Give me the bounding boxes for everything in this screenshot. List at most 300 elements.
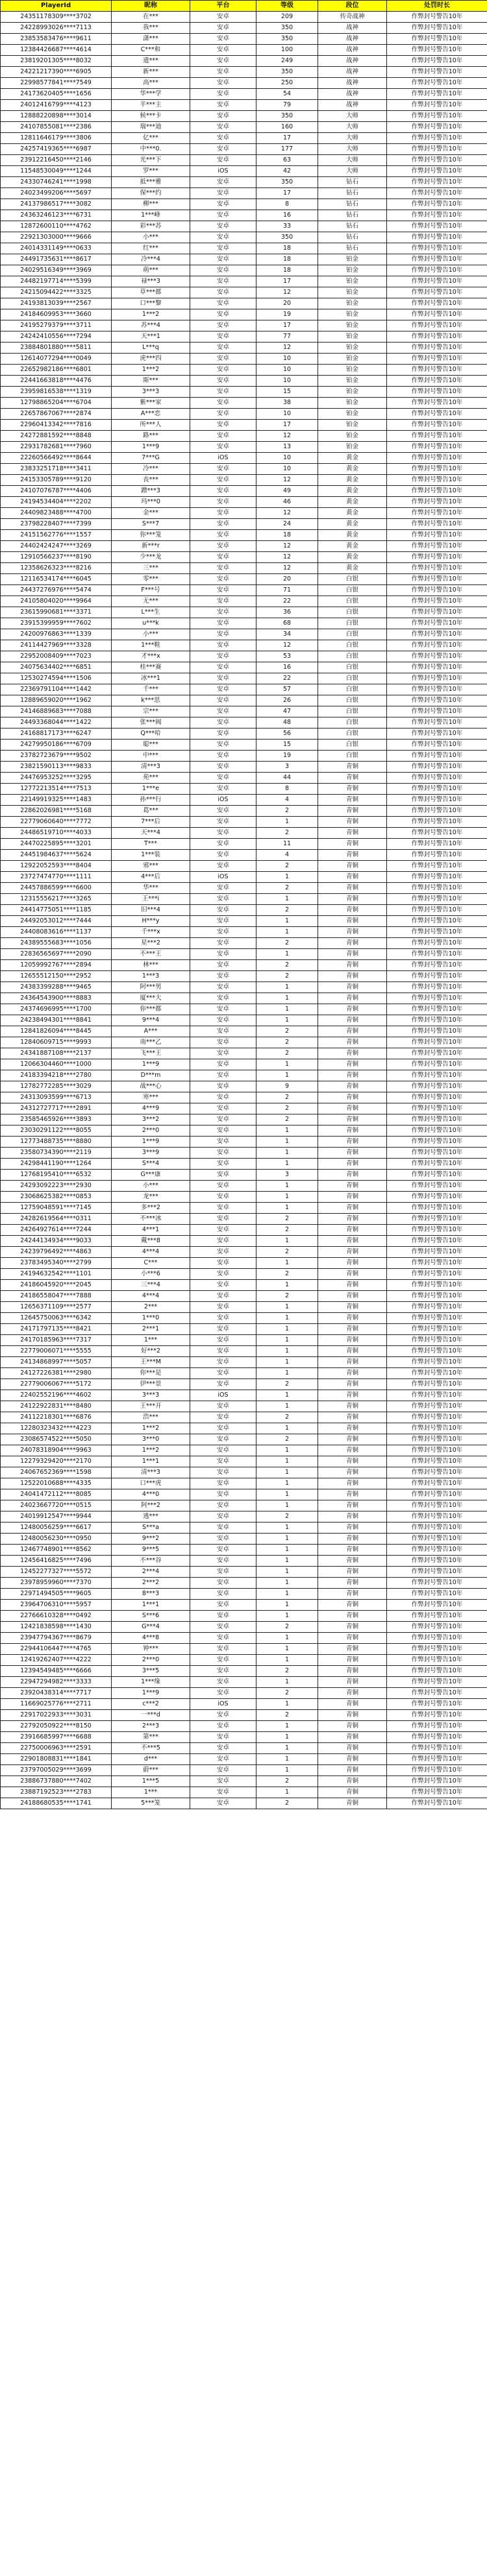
penalty-cell: 作弊封号警告10年 xyxy=(387,982,487,993)
table-row xyxy=(1,287,487,298)
level-cell: 350 xyxy=(256,67,318,78)
rank-cell: 白银 xyxy=(318,695,387,706)
player-id-cell: 23886737880****7402 xyxy=(1,1776,112,1787)
penalty-cell: 作弊封号警告10年 xyxy=(387,1181,487,1192)
penalty-cell: 作弊封号警告10年 xyxy=(387,1655,487,1666)
table-row xyxy=(1,1699,487,1710)
player-id-cell: 24272881592****8848 xyxy=(1,431,112,442)
table-row xyxy=(1,1666,487,1677)
table-row xyxy=(1,1048,487,1059)
rank-cell: 白银 xyxy=(318,717,387,728)
penalty-cell: 作弊封号警告10年 xyxy=(387,1412,487,1423)
table-row xyxy=(1,1379,487,1390)
level-cell: 1 xyxy=(256,1390,318,1401)
penalty-cell: 作弊封号警告10年 xyxy=(387,751,487,762)
player-id-cell: 24023667720****0515 xyxy=(1,1500,112,1511)
nickname-cell: 你***是 xyxy=(112,1368,190,1379)
penalty-cell: 作弊封号警告10年 xyxy=(387,1710,487,1721)
table-row xyxy=(1,1225,487,1236)
nickname-cell: 1***峰 xyxy=(112,210,190,221)
level-cell: 1 xyxy=(256,1578,318,1589)
penalty-cell: 作弊封号警告10年 xyxy=(387,949,487,960)
table-row xyxy=(1,1170,487,1181)
table-row xyxy=(1,1798,487,1809)
platform-cell: 安卓 xyxy=(190,662,256,673)
rank-cell: 黄金 xyxy=(318,552,387,563)
table-row xyxy=(1,1070,487,1081)
platform-cell: 安卓 xyxy=(190,1236,256,1247)
rank-cell: 黄金 xyxy=(318,530,387,541)
platform-cell: 安卓 xyxy=(190,376,256,387)
level-cell: 10 xyxy=(256,376,318,387)
level-cell: 1 xyxy=(256,1445,318,1456)
rank-cell: 青铜 xyxy=(318,1368,387,1379)
nickname-cell: 2***0 xyxy=(112,1125,190,1137)
player-id-cell: 23959816538****1319 xyxy=(1,387,112,398)
penalty-cell: 作弊封号警告10年 xyxy=(387,673,487,684)
penalty-cell: 作弊封号警告10年 xyxy=(387,1092,487,1103)
nickname-cell: 2*** xyxy=(112,1302,190,1313)
penalty-cell: 作弊封号警告10年 xyxy=(387,530,487,541)
rank-cell: 青铜 xyxy=(318,1346,387,1357)
penalty-cell: 作弊封号警告10年 xyxy=(387,1578,487,1589)
player-id-cell: 24023499206****5697 xyxy=(1,188,112,199)
penalty-cell: 作弊封号警告10年 xyxy=(387,1236,487,1247)
player-id-cell: 12279329420****2170 xyxy=(1,1456,112,1467)
penalty-cell: 作弊封号警告10年 xyxy=(387,618,487,629)
penalty-cell: 作弊封号警告10年 xyxy=(387,188,487,199)
rank-cell: 青铜 xyxy=(318,1721,387,1732)
level-cell: 17 xyxy=(256,133,318,144)
rank-cell: 青铜 xyxy=(318,872,387,883)
rank-cell: 铂金 xyxy=(318,320,387,331)
nickname-cell: L***生 xyxy=(112,607,190,618)
table-row xyxy=(1,1092,487,1103)
table-row xyxy=(1,12,487,23)
level-cell: 350 xyxy=(256,232,318,243)
level-cell: 2 xyxy=(256,1776,318,1787)
table-row xyxy=(1,938,487,949)
player-id-cell: 12645750063****6342 xyxy=(1,1313,112,1324)
rank-cell: 白银 xyxy=(318,629,387,640)
platform-cell: 安卓 xyxy=(190,1059,256,1070)
rank-cell: 铂金 xyxy=(318,298,387,309)
table-row xyxy=(1,1423,487,1434)
platform-cell: 安卓 xyxy=(190,938,256,949)
nickname-cell: 潇*** xyxy=(112,34,190,45)
table-row xyxy=(1,354,487,365)
rank-cell: 战神 xyxy=(318,89,387,100)
nickname-cell: 千***x xyxy=(112,927,190,938)
level-cell: 10 xyxy=(256,365,318,376)
table-row xyxy=(1,1324,487,1335)
nickname-cell: 3***5 xyxy=(112,1666,190,1677)
nickname-cell: 草***都 xyxy=(112,287,190,298)
player-id-cell: 24282619564****0311 xyxy=(1,1214,112,1225)
level-cell: 22 xyxy=(256,596,318,607)
player-id-cell: 12280323432****4223 xyxy=(1,1423,112,1434)
level-cell: 1 xyxy=(256,1754,318,1765)
table-row xyxy=(1,640,487,651)
table-row xyxy=(1,1313,487,1324)
nickname-cell: A***恋 xyxy=(112,409,190,420)
rank-cell: 青铜 xyxy=(318,993,387,1004)
penalty-cell: 作弊封号警告10年 xyxy=(387,298,487,309)
rank-cell: 黄金 xyxy=(318,508,387,519)
penalty-cell: 作弊封号警告10年 xyxy=(387,706,487,717)
penalty-cell: 作弊封号警告10年 xyxy=(387,905,487,916)
level-cell: 17 xyxy=(256,420,318,431)
player-id-cell: 24195279379****3711 xyxy=(1,320,112,331)
table-row xyxy=(1,1644,487,1655)
level-cell: 1 xyxy=(256,1743,318,1754)
rank-cell: 钻石 xyxy=(318,188,387,199)
rank-cell: 青铜 xyxy=(318,938,387,949)
rank-cell: 青铜 xyxy=(318,1026,387,1037)
table-row xyxy=(1,1523,487,1534)
nickname-cell: 4***9 xyxy=(112,1103,190,1114)
player-id-cell: 12910566237****8190 xyxy=(1,552,112,563)
player-id-cell: 24257419365****6987 xyxy=(1,144,112,155)
table-row xyxy=(1,298,487,309)
rank-cell: 铂金 xyxy=(318,387,387,398)
level-cell: 2 xyxy=(256,1798,318,1809)
penalty-cell: 作弊封号警告10年 xyxy=(387,1754,487,1765)
level-cell: 1 xyxy=(256,1137,318,1148)
penalty-cell: 作弊封号警告10年 xyxy=(387,850,487,861)
platform-cell: 安卓 xyxy=(190,1335,256,1346)
nickname-cell: 一***d xyxy=(112,1710,190,1721)
nickname-cell: 冷***4 xyxy=(112,254,190,265)
table-row xyxy=(1,1412,487,1423)
penalty-cell: 作弊封号警告10年 xyxy=(387,486,487,497)
table-row xyxy=(1,475,487,486)
nickname-cell: 桂***赛 xyxy=(112,662,190,673)
level-cell: 1 xyxy=(256,1346,318,1357)
nickname-cell: 1***2 xyxy=(112,309,190,320)
platform-cell: 安卓 xyxy=(190,960,256,971)
nickname-cell: 3***2 xyxy=(112,1114,190,1125)
platform-cell: 安卓 xyxy=(190,927,256,938)
level-cell: 1 xyxy=(256,1611,318,1622)
nickname-cell: 龙*** xyxy=(112,1192,190,1203)
penalty-cell: 作弊封号警告10年 xyxy=(387,1732,487,1743)
penalty-cell: 作弊封号警告10年 xyxy=(387,541,487,552)
level-cell: 1 xyxy=(256,993,318,1004)
player-id-cell: 12759048591****7145 xyxy=(1,1203,112,1214)
level-cell: 1 xyxy=(256,1456,318,1467)
nickname-cell: 1***9 xyxy=(112,1137,190,1148)
table-row xyxy=(1,23,487,34)
nickname-cell: 7***G xyxy=(112,453,190,464)
nickname-cell: 孙***行 xyxy=(112,795,190,806)
nickname-cell: 3***0 xyxy=(112,1434,190,1445)
rank-cell: 铂金 xyxy=(318,431,387,442)
platform-cell: iOS xyxy=(190,166,256,177)
table-row xyxy=(1,122,487,133)
level-cell: 1 xyxy=(256,1324,318,1335)
level-cell: 18 xyxy=(256,254,318,265)
player-id-cell: 24486519710****4033 xyxy=(1,828,112,839)
player-id-cell: 22952008409****7023 xyxy=(1,651,112,662)
table-row xyxy=(1,916,487,927)
level-cell: 1 xyxy=(256,916,318,927)
table-row xyxy=(1,927,487,938)
nickname-cell: 聪*** xyxy=(112,740,190,751)
platform-cell: 安卓 xyxy=(190,640,256,651)
platform-cell: 安卓 xyxy=(190,1467,256,1478)
penalty-cell: 作弊封号警告10年 xyxy=(387,409,487,420)
table-row xyxy=(1,144,487,155)
level-cell: 4 xyxy=(256,795,318,806)
penalty-cell: 作弊封号警告10年 xyxy=(387,243,487,254)
table-row xyxy=(1,1114,487,1125)
table-row xyxy=(1,431,487,442)
penalty-cell: 作弊封号警告10年 xyxy=(387,1170,487,1181)
table-row xyxy=(1,188,487,199)
nickname-cell: 清***3 xyxy=(112,762,190,773)
player-id-cell: 12384426687****4614 xyxy=(1,45,112,56)
player-id-cell: 22960413342****7816 xyxy=(1,420,112,431)
penalty-cell: 作弊封号警告10年 xyxy=(387,1280,487,1291)
rank-cell: 白银 xyxy=(318,640,387,651)
penalty-cell: 作弊封号警告10年 xyxy=(387,1611,487,1622)
platform-cell: 安卓 xyxy=(190,1368,256,1379)
platform-cell: 安卓 xyxy=(190,629,256,640)
nickname-cell: 玛***0 xyxy=(112,497,190,508)
level-cell: 2 xyxy=(256,1214,318,1225)
penalty-cell: 作弊封号警告10年 xyxy=(387,111,487,122)
nickname-cell: D***m xyxy=(112,1070,190,1081)
table-header xyxy=(1,1,487,12)
player-id-cell: 23912216450****2146 xyxy=(1,155,112,166)
level-cell: 2 xyxy=(256,828,318,839)
penalty-cell: 作弊封号警告10年 xyxy=(387,133,487,144)
nickname-cell: S***4 xyxy=(112,1159,190,1170)
penalty-cell: 作弊封号警告10年 xyxy=(387,1148,487,1159)
level-cell: 17 xyxy=(256,188,318,199)
platform-cell: 安卓 xyxy=(190,894,256,905)
table-row xyxy=(1,276,487,287)
rank-cell: 铂金 xyxy=(318,420,387,431)
level-cell: 36 xyxy=(256,607,318,618)
rank-cell: 钻石 xyxy=(318,243,387,254)
platform-cell: 安卓 xyxy=(190,12,256,23)
table-row xyxy=(1,166,487,177)
penalty-cell: 作弊封号警告10年 xyxy=(387,1390,487,1401)
player-id-cell: 12467748901****8562 xyxy=(1,1545,112,1556)
level-cell: 12 xyxy=(256,475,318,486)
rank-cell: 青铜 xyxy=(318,1710,387,1721)
table-row xyxy=(1,728,487,740)
rank-cell: 青铜 xyxy=(318,927,387,938)
penalty-cell: 作弊封号警告10年 xyxy=(387,695,487,706)
platform-cell: 安卓 xyxy=(190,365,256,376)
nickname-cell: 1***缘 xyxy=(112,1677,190,1688)
penalty-cell: 作弊封号警告10年 xyxy=(387,365,487,376)
platform-cell: iOS xyxy=(190,453,256,464)
player-id-cell: 12768195410****6532 xyxy=(1,1170,112,1181)
platform-cell: 安卓 xyxy=(190,67,256,78)
nickname-cell: L***q xyxy=(112,343,190,354)
platform-cell: 安卓 xyxy=(190,188,256,199)
platform-cell: 安卓 xyxy=(190,1743,256,1754)
penalty-cell: 作弊封号警告10年 xyxy=(387,629,487,640)
nickname-cell: 4***4 xyxy=(112,1247,190,1258)
platform-cell: 安卓 xyxy=(190,1754,256,1765)
player-id-cell: 23727474770****1111 xyxy=(1,872,112,883)
rank-cell: 青铜 xyxy=(318,1798,387,1809)
platform-cell: 安卓 xyxy=(190,287,256,298)
table-row xyxy=(1,232,487,243)
table-row xyxy=(1,1335,487,1346)
player-id-cell: 12530274594****1506 xyxy=(1,673,112,684)
rank-cell: 青铜 xyxy=(318,1578,387,1589)
rank-cell: 钻石 xyxy=(318,232,387,243)
platform-cell: 安卓 xyxy=(190,1765,256,1776)
level-cell: 33 xyxy=(256,221,318,232)
table-row xyxy=(1,717,487,728)
nickname-cell: G***康 xyxy=(112,1170,190,1181)
rank-cell: 铂金 xyxy=(318,254,387,265)
table-row xyxy=(1,1445,487,1456)
table-row xyxy=(1,320,487,331)
nickname-cell: C***和 xyxy=(112,45,190,56)
level-cell: 56 xyxy=(256,728,318,740)
level-cell: 10 xyxy=(256,453,318,464)
nickname-cell: 千*** xyxy=(112,684,190,695)
table-row xyxy=(1,210,487,221)
table-row xyxy=(1,1125,487,1137)
penalty-cell: 作弊封号警告10年 xyxy=(387,938,487,949)
nickname-cell: 你***都 xyxy=(112,1004,190,1015)
player-id-cell: 23920438314****7717 xyxy=(1,1688,112,1699)
platform-cell: 安卓 xyxy=(190,916,256,927)
rank-cell: 白银 xyxy=(318,728,387,740)
level-cell: 2 xyxy=(256,1412,318,1423)
rank-cell: 青铜 xyxy=(318,762,387,773)
penalty-cell: 作弊封号警告10年 xyxy=(387,1346,487,1357)
penalty-cell: 作弊封号警告10年 xyxy=(387,1114,487,1125)
player-id-cell: 12872600110****4762 xyxy=(1,221,112,232)
player-id-cell: 24228993026****7113 xyxy=(1,23,112,34)
penalty-cell: 作弊封号警告10年 xyxy=(387,1666,487,1677)
level-cell: 209 xyxy=(256,12,318,23)
platform-cell: 安卓 xyxy=(190,762,256,773)
platform-cell: 安卓 xyxy=(190,133,256,144)
rank-cell: 青铜 xyxy=(318,1236,387,1247)
platform-cell: 安卓 xyxy=(190,1655,256,1666)
table-row xyxy=(1,1346,487,1357)
nickname-cell: 你***笼 xyxy=(112,530,190,541)
table-row xyxy=(1,1137,487,1148)
table-row xyxy=(1,376,487,387)
player-id-cell: 24409823488****4700 xyxy=(1,508,112,519)
platform-cell: 安卓 xyxy=(190,177,256,188)
nickname-cell: 1***装 xyxy=(112,850,190,861)
rank-cell: 黄金 xyxy=(318,464,387,475)
header-row xyxy=(1,1,487,12)
platform-cell: 安卓 xyxy=(190,343,256,354)
player-id-cell: 22402552196****4602 xyxy=(1,1390,112,1401)
platform-cell: 安卓 xyxy=(190,1170,256,1181)
player-id-cell: 24171797135****8421 xyxy=(1,1324,112,1335)
table-row xyxy=(1,67,487,78)
table-row xyxy=(1,1280,487,1291)
level-cell: 249 xyxy=(256,56,318,67)
player-id-cell: 24186558047****7888 xyxy=(1,1291,112,1302)
penalty-cell: 作弊封号警告10年 xyxy=(387,784,487,795)
player-id-cell: 23833251718****3411 xyxy=(1,464,112,475)
table-row xyxy=(1,949,487,960)
rank-cell: 青铜 xyxy=(318,1258,387,1269)
table-row xyxy=(1,1159,487,1170)
level-cell: 2 xyxy=(256,1037,318,1048)
rank-cell: 青铜 xyxy=(318,1070,387,1081)
player-id-cell: 24298441190****1264 xyxy=(1,1159,112,1170)
penalty-cell: 作弊封号警告10年 xyxy=(387,122,487,133)
level-cell: 1 xyxy=(256,1148,318,1159)
penalty-cell: 作弊封号警告10年 xyxy=(387,1026,487,1037)
platform-cell: 安卓 xyxy=(190,596,256,607)
table-row xyxy=(1,1567,487,1578)
nickname-cell: 虎***四 xyxy=(112,354,190,365)
rank-cell: 青铜 xyxy=(318,1269,387,1280)
nickname-cell: 1***9 xyxy=(112,1688,190,1699)
penalty-cell: 作弊封号警告10年 xyxy=(387,728,487,740)
platform-cell: 安卓 xyxy=(190,387,256,398)
level-cell: 48 xyxy=(256,717,318,728)
penalty-cell: 作弊封号警告10年 xyxy=(387,1567,487,1578)
player-id-cell: 12798865204****6704 xyxy=(1,398,112,409)
penalty-cell: 作弊封号警告10年 xyxy=(387,1699,487,1710)
table-row xyxy=(1,872,487,883)
platform-cell: 安卓 xyxy=(190,1677,256,1688)
rank-cell: 青铜 xyxy=(318,1137,387,1148)
table-row xyxy=(1,563,487,574)
player-id-cell: 24491735631****8617 xyxy=(1,254,112,265)
platform-cell: 安卓 xyxy=(190,254,256,265)
table-row xyxy=(1,773,487,784)
player-id-cell: 24193813039****2567 xyxy=(1,298,112,309)
penalty-cell: 作弊封号警告10年 xyxy=(387,1401,487,1412)
level-cell: 16 xyxy=(256,210,318,221)
nickname-cell: 1***1 xyxy=(112,1600,190,1611)
penalty-cell: 作弊封号警告10年 xyxy=(387,960,487,971)
rank-cell: 青铜 xyxy=(318,1445,387,1456)
penalty-cell: 作弊封号警告10年 xyxy=(387,640,487,651)
level-cell: 53 xyxy=(256,651,318,662)
level-cell: 10 xyxy=(256,409,318,420)
player-id-cell: 22971494505****9605 xyxy=(1,1589,112,1600)
penalty-cell: 作弊封号警告10年 xyxy=(387,872,487,883)
nickname-cell: 4***1 xyxy=(112,1225,190,1236)
nickname-cell: 1***鞋 xyxy=(112,640,190,651)
nickname-cell: H***y xyxy=(112,916,190,927)
player-id-cell: 24389555683****1056 xyxy=(1,938,112,949)
penalty-cell: 作弊封号警告10年 xyxy=(387,1081,487,1092)
penalty-cell: 作弊封号警告10年 xyxy=(387,883,487,894)
penalty-cell: 作弊封号警告10年 xyxy=(387,1776,487,1787)
platform-cell: 安卓 xyxy=(190,1622,256,1633)
nickname-cell: 宗*** xyxy=(112,706,190,717)
platform-cell: 安卓 xyxy=(190,409,256,420)
level-cell: 8 xyxy=(256,199,318,210)
level-cell: 79 xyxy=(256,100,318,111)
level-cell: 1 xyxy=(256,1489,318,1500)
level-cell: 13 xyxy=(256,442,318,453)
platform-cell: iOS xyxy=(190,872,256,883)
